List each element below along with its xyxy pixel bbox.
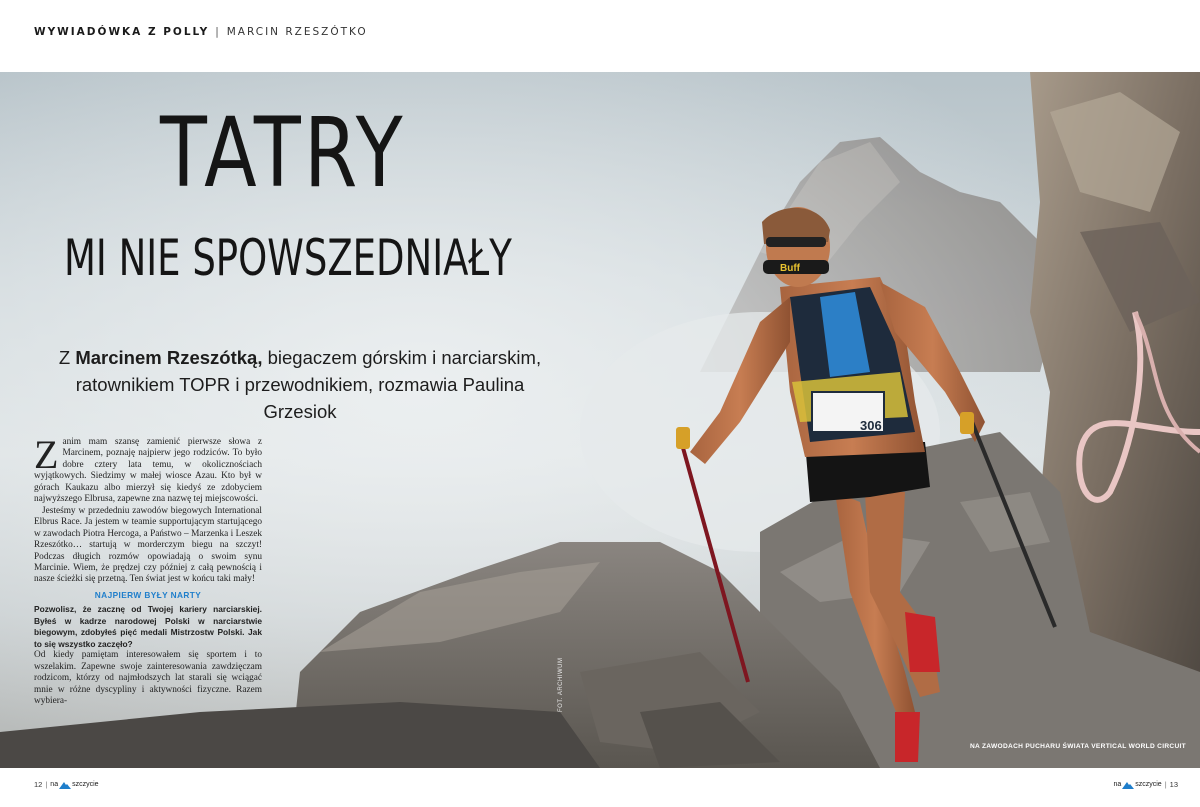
headline-line2: MI NIE SPOWSZEDNIAŁY: [64, 229, 512, 287]
photo-caption: NA ZAWODACH PUCHARU ŚWIATA VERTICAL WORLD CIRCUIT: [969, 743, 1186, 750]
footer-separator-right: |: [1164, 780, 1167, 789]
lead-line2: ratownikiem TOPR i przewodnikiem, rozmawia Paulina Grzesiok: [75, 374, 525, 422]
interview-question: Pozwolisz, że zacznę od Twojej kariery narciarskiej. Byłeś w kadrze narodowej Polski w narciarstwie biegowym, zdobyłeś pięć medali Mistrzostw Polski. Jak to się wszystko zaczęło?: [34, 604, 262, 649]
logo-pre-right: na: [1113, 781, 1122, 788]
photo-credit: FOT. ARCHIWUM: [558, 657, 564, 712]
logo-post-right: szczycie: [1135, 781, 1162, 788]
headline-line1: TATRY: [160, 97, 406, 209]
magazine-logo-left: [50, 781, 98, 789]
header-author: MARCIN RZESZÓTKO: [226, 26, 368, 38]
runner-shoe-left: [895, 712, 920, 762]
drop-cap: Z: [34, 432, 59, 477]
runner-shoe-right: [905, 612, 940, 672]
footer-left: [34, 780, 99, 789]
lead-paragraph: [40, 344, 560, 425]
footer-right: [1113, 780, 1178, 789]
article-body: [34, 432, 262, 707]
bib-number: 306: [860, 418, 882, 433]
lead-rest: biegaczem górskim i narciarskim,: [262, 347, 542, 368]
headband-logo: Buff: [780, 263, 800, 274]
page-number-right: 13: [1169, 780, 1178, 789]
sunglasses: [766, 237, 826, 247]
logo-post-left: szczycie: [72, 781, 99, 788]
logo-pre-left: na: [50, 781, 59, 788]
paragraph-2: Jesteśmy w przededniu zawodów biegowych International Elbrus Race. Ja jestem w teamie supportującym startującego w zawodach Piotra Hercoga, a Państwo – Marzenka i Leszek Rzeszótko… startują w morderczym biegu na szczyt! Podczas długich rozmów opowiadają o swoim synu Marcinie. Wiem, że prędzej czy później z całą pewnością i nasze ścieżki się przetną. Ten świat jest w końcu taki mały!: [34, 505, 262, 585]
section-name: WYWIADÓWKA Z POLLY: [34, 26, 210, 38]
mountain-icon: [59, 781, 71, 789]
paragraph-1: [34, 432, 262, 506]
page-number-left: 12: [34, 780, 43, 789]
footer-separator-left: |: [45, 780, 48, 789]
lead-prefix: Z: [58, 347, 76, 368]
interview-answer: Od kiedy pamiętam interesowałem się sportem i to wszelakim. Zapewne swoje zainteresowania zawdzięczam rodzicom, którzy od najmłodszych lat starali się wciągać mnie w różne dyscypliny i aktywności fizyczne. Razem wybiera-: [34, 650, 262, 706]
lead-name: Marcinem Rzeszótką,: [75, 347, 263, 368]
running-header: [34, 26, 368, 38]
mountain-icon: [1122, 781, 1134, 789]
subheading: NAJPIERW BYŁY NARTY: [94, 589, 202, 600]
magazine-logo-right: [1113, 781, 1161, 789]
paragraph-1-text: anim mam szansę zamienić pierwsze słowa z Marcinem, poznaję najpierw jego rodziców. To było dobre cztery lata temu, w okolicznościach wyjątkowych. Siedzimy w małej wiosce Azau. Kto był w górach Kaukazu albo mierzył się kiedyś ze zdobyciem najwyższego Elbrusa, zapewne zna nazwę tej miejscowości.: [34, 437, 262, 505]
header-separator: |: [215, 26, 221, 38]
